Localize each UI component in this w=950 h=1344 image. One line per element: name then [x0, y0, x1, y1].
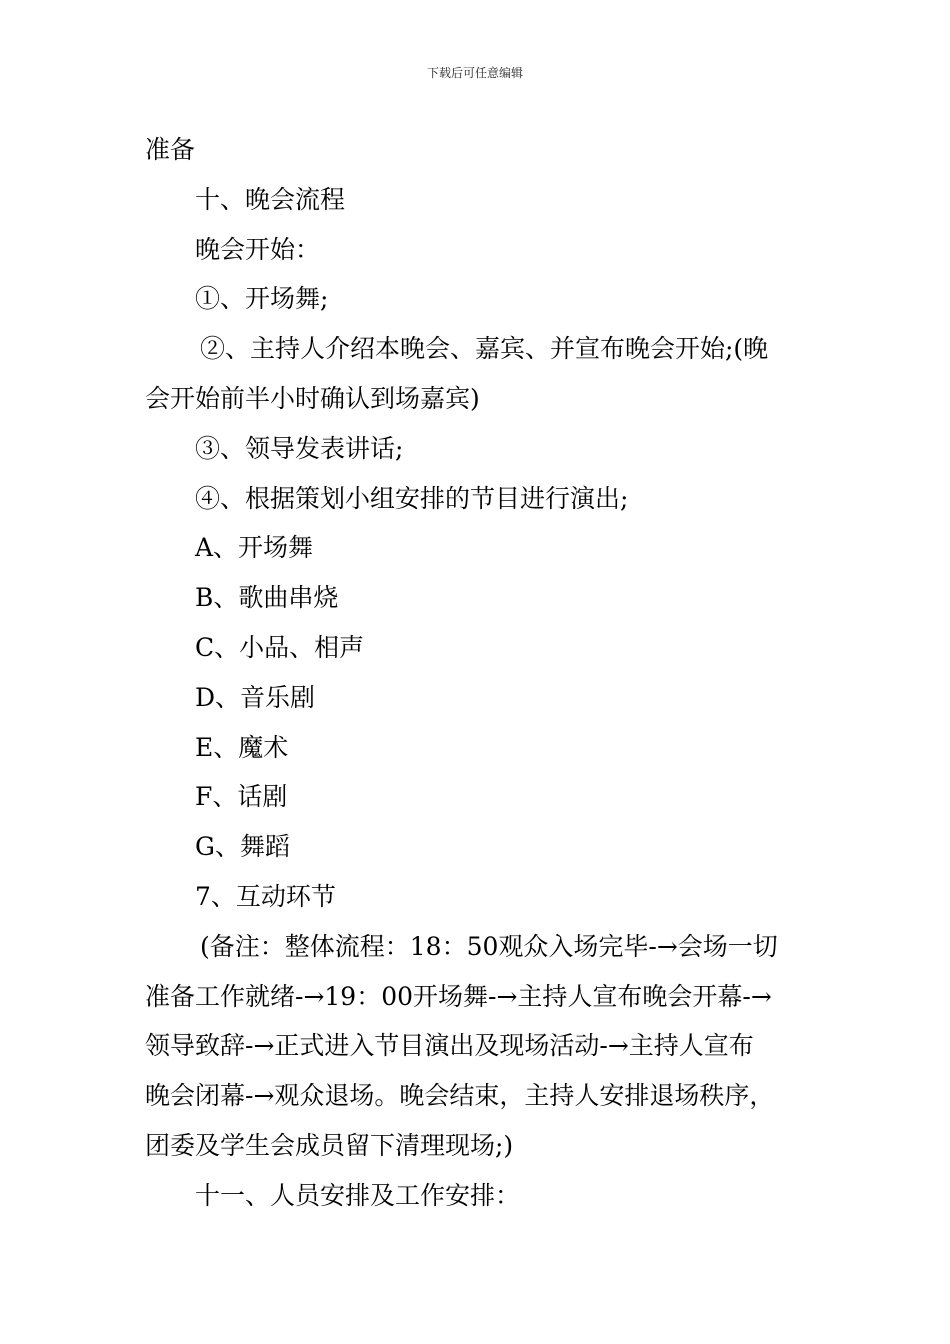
program-item: A、开场舞 [195, 533, 314, 563]
text-line: 晚会开始： [195, 234, 321, 264]
note-line: 领导致辞-→正式进入节目演出及现场活动-→主持人宣布 [145, 1031, 754, 1061]
section-heading: 十一、人员安排及工作安排： [195, 1180, 521, 1210]
page-header: 下载后可任意编辑 [426, 66, 523, 80]
program-item: C、小品、相声 [195, 632, 365, 662]
text-line: 会开始前半小时确认到场嘉宾) [145, 383, 480, 413]
program-item: E、魔术 [195, 732, 289, 762]
list-item: ①、开场舞; [195, 284, 329, 314]
list-item: ④、根据策划小组安排的节目进行演出; [195, 483, 629, 513]
list-item: ③、领导发表讲话; [195, 433, 404, 463]
program-item: B、歌曲串烧 [195, 583, 339, 613]
text-line: 准备 [145, 135, 196, 164]
note-line: 团委及学生会成员留下清理现场;) [145, 1130, 514, 1160]
program-item: F、话剧 [195, 782, 288, 812]
section-heading: 十、晚会流程 [195, 184, 346, 214]
note-line: 晚会闭幕-→观众退场。晚会结束，主持人安排退场秩序， [145, 1081, 775, 1111]
list-item: ②、主持人介绍本晚会、嘉宾、并宣布晚会开始;(晚 [200, 334, 769, 364]
document-body [145, 125, 810, 1221]
program-item: D、音乐剧 [195, 682, 316, 712]
note-line: (备注：整体流程：18：50观众入场完毕-→会场一切 [200, 931, 778, 961]
program-item: G、舞蹈 [195, 832, 290, 862]
list-item: 7、互动环节 [195, 881, 336, 911]
note-line: 准备工作就绪-→19：00开场舞-→主持人宣布晚会开幕-→ [145, 981, 772, 1011]
